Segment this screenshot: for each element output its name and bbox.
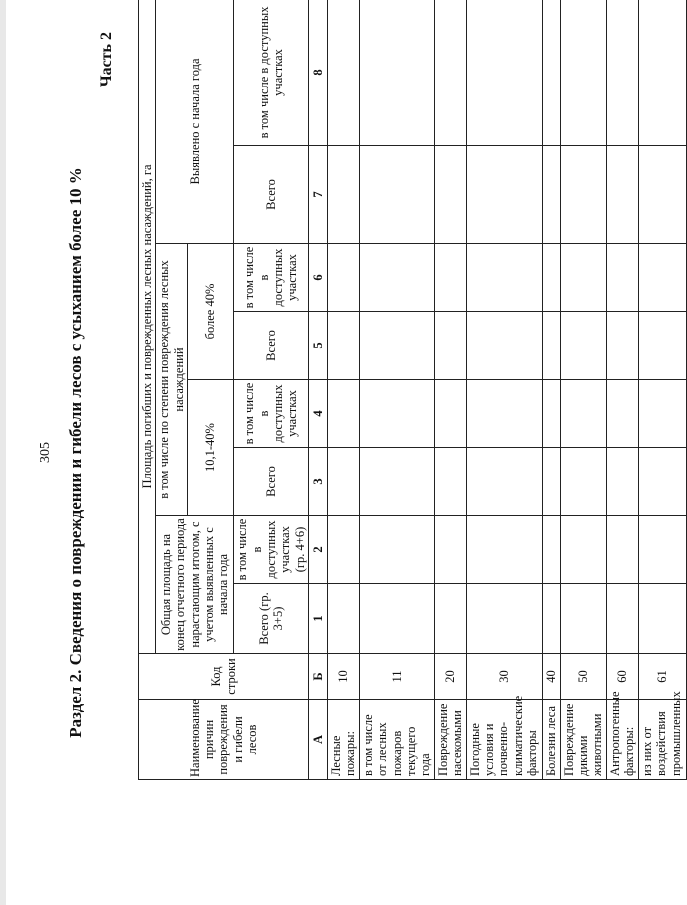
col-number: 4	[309, 380, 328, 448]
col-number: 1	[309, 584, 328, 654]
data-cell[interactable]	[359, 146, 434, 244]
row-name: Лесные пожары:	[328, 700, 360, 780]
data-cell[interactable]	[434, 0, 466, 146]
data-cell[interactable]	[434, 244, 466, 312]
table-row	[606, 0, 638, 780]
damage-table	[138, 0, 687, 780]
row-code: 20	[434, 654, 466, 700]
table-row	[328, 0, 360, 780]
row-code: 30	[466, 654, 542, 700]
data-cell[interactable]	[434, 584, 466, 654]
data-cell[interactable]	[560, 312, 606, 380]
col-number: 6	[309, 244, 328, 312]
data-cell[interactable]	[638, 244, 686, 312]
data-cell[interactable]	[606, 516, 638, 584]
header-degree-group: в том числе по степени повреждения лесных насаждений	[156, 244, 188, 516]
header-year-access: в том числе в доступных участках	[234, 0, 309, 146]
data-cell[interactable]	[434, 146, 466, 244]
data-cell[interactable]	[638, 584, 686, 654]
data-cell[interactable]	[328, 380, 360, 448]
data-cell[interactable]	[606, 312, 638, 380]
page-number: 305	[38, 442, 53, 463]
row-code: 11	[359, 654, 434, 700]
header-40-access: в том числе в доступных участках	[234, 244, 309, 312]
row-name: Антропогенные факторы:	[606, 700, 638, 780]
table-row	[466, 0, 542, 780]
col-number: 2	[309, 516, 328, 584]
table-row	[434, 0, 466, 780]
header-total-access: в том числе в доступных участках (гр. 4+6)	[234, 516, 309, 584]
data-cell[interactable]	[328, 146, 360, 244]
data-cell[interactable]	[434, 448, 466, 516]
data-cell[interactable]	[542, 0, 560, 146]
data-cell[interactable]	[560, 146, 606, 244]
data-cell[interactable]	[638, 516, 686, 584]
header-40-all: Всего	[234, 312, 309, 380]
data-cell[interactable]	[560, 584, 606, 654]
data-cell[interactable]	[606, 0, 638, 146]
row-name: в том числе от лесных пожаров текущего года	[359, 700, 434, 780]
table-row	[542, 0, 560, 780]
data-cell[interactable]	[466, 380, 542, 448]
part-label: Часть 2	[98, 32, 115, 88]
header-code: Код строки	[139, 654, 309, 700]
header-year-all: Всего	[234, 146, 309, 244]
data-cell[interactable]	[606, 146, 638, 244]
data-cell[interactable]	[542, 244, 560, 312]
data-cell[interactable]	[359, 0, 434, 146]
row-name: из них от воздействия промышленных	[638, 700, 686, 780]
data-cell[interactable]	[560, 516, 606, 584]
col-number: 3	[309, 448, 328, 516]
data-cell[interactable]	[542, 516, 560, 584]
data-cell[interactable]	[606, 380, 638, 448]
row-name: Погодные условия и почвенно-климатические факторы	[466, 700, 542, 780]
data-cell[interactable]	[328, 244, 360, 312]
col-number: Б	[309, 654, 328, 700]
data-cell[interactable]	[560, 448, 606, 516]
col-number: А	[309, 700, 328, 780]
table-row	[359, 0, 434, 780]
data-cell[interactable]	[328, 584, 360, 654]
table-row	[560, 0, 606, 780]
data-cell[interactable]	[359, 380, 434, 448]
data-cell[interactable]	[638, 312, 686, 380]
header-10-40-access: в том числе в доступных участках	[234, 380, 309, 448]
data-cell[interactable]	[542, 584, 560, 654]
data-cell[interactable]	[466, 244, 542, 312]
header-over-40: более 40%	[188, 244, 234, 380]
data-cell[interactable]	[328, 312, 360, 380]
data-cell[interactable]	[359, 312, 434, 380]
data-cell[interactable]	[466, 312, 542, 380]
col-number: 5	[309, 312, 328, 380]
row-name: Повреждение дикими животными	[560, 700, 606, 780]
data-cell[interactable]	[466, 0, 542, 146]
data-cell[interactable]	[542, 312, 560, 380]
data-cell[interactable]	[434, 312, 466, 380]
header-name: Наименование причин повреждения и гибели лесов	[139, 700, 309, 780]
data-cell[interactable]	[466, 146, 542, 244]
header-area-group: Площадь погибших и поврежденных лесных насаждений, га	[139, 0, 156, 654]
header-10-40-all: Всего	[234, 448, 309, 516]
data-cell[interactable]	[328, 0, 360, 146]
header-10-40: 10,1-40%	[188, 380, 234, 516]
section-title: Раздел 2. Сведения о повреждении и гибели лесов с усыханием более 10 %	[66, 167, 85, 738]
row-code: 60	[606, 654, 638, 700]
data-cell[interactable]	[542, 380, 560, 448]
data-cell[interactable]	[466, 448, 542, 516]
header-total-group: Общая площадь на конец отчетного периода нарастающим итогом, с учетом выявленных с начала года	[156, 516, 234, 654]
data-cell[interactable]	[434, 516, 466, 584]
data-cell[interactable]	[606, 584, 638, 654]
table-row	[638, 0, 686, 780]
data-cell[interactable]	[560, 0, 606, 146]
data-cell[interactable]	[638, 146, 686, 244]
data-cell[interactable]	[560, 380, 606, 448]
data-cell[interactable]	[328, 448, 360, 516]
data-cell[interactable]	[359, 584, 434, 654]
data-cell[interactable]	[466, 584, 542, 654]
data-cell[interactable]	[359, 448, 434, 516]
col-number: 7	[309, 146, 328, 244]
row-code: 10	[328, 654, 360, 700]
row-name: Болезни леса	[542, 700, 560, 780]
row-name: Повреждение насекомыми	[434, 700, 466, 780]
data-cell[interactable]	[466, 516, 542, 584]
scan-edge	[0, 0, 6, 905]
data-cell[interactable]	[638, 448, 686, 516]
row-code: 50	[560, 654, 606, 700]
data-cell[interactable]	[606, 448, 638, 516]
data-cell[interactable]	[434, 380, 466, 448]
header-total-all: Всего (гр. 3+5)	[234, 584, 309, 654]
row-code: 61	[638, 654, 686, 700]
header-year-group: Выявлено с начала года	[156, 0, 234, 244]
data-cell[interactable]	[359, 244, 434, 312]
data-cell[interactable]	[359, 516, 434, 584]
data-cell[interactable]	[542, 448, 560, 516]
data-cell[interactable]	[542, 146, 560, 244]
data-cell[interactable]	[606, 244, 638, 312]
data-cell[interactable]	[638, 380, 686, 448]
col-number: 8	[309, 0, 328, 146]
data-cell[interactable]	[560, 244, 606, 312]
row-code: 40	[542, 654, 560, 700]
data-cell[interactable]	[638, 0, 686, 146]
data-cell[interactable]	[328, 516, 360, 584]
